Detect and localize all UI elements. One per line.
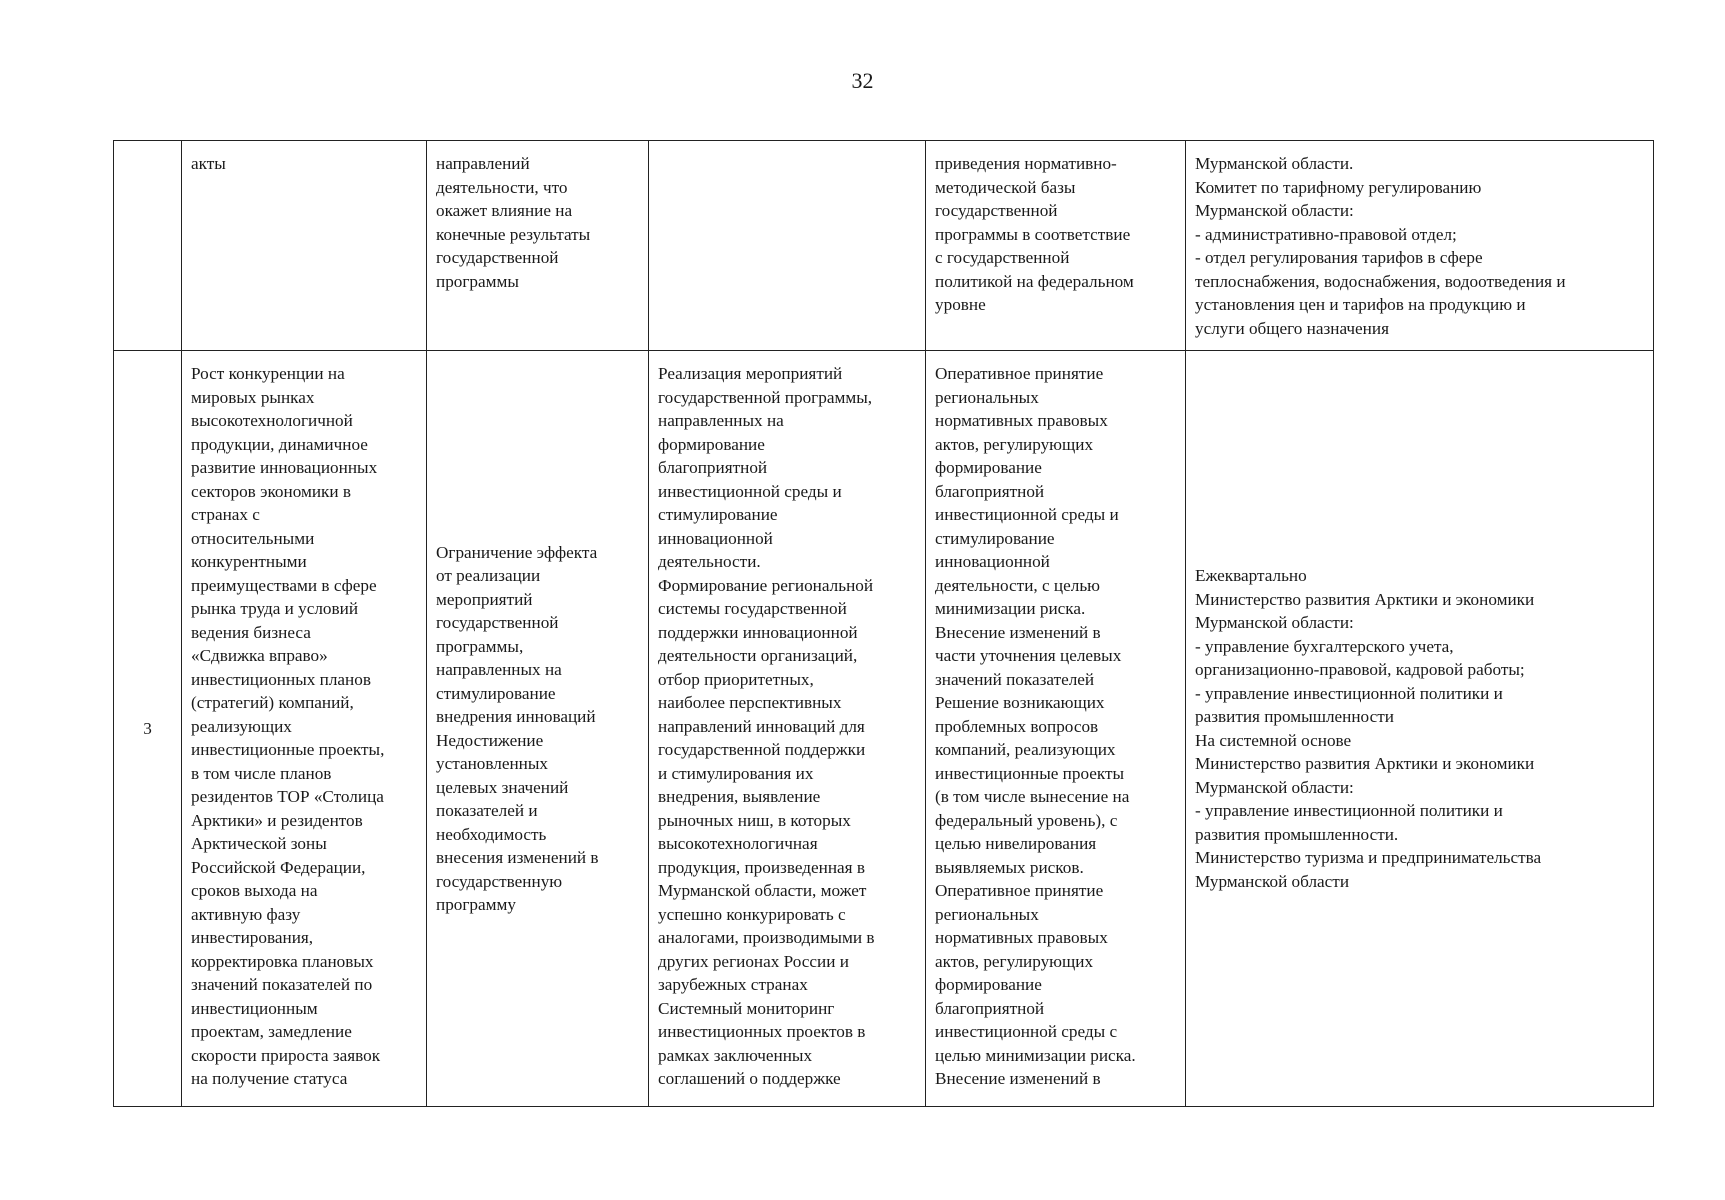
consequence-cell: Ограничение эффекта от реализации мероприятий государственной программы, направленных на стимулирование внедрения инноваций Недостижение установленных целевых значений показателей и необходимость внесения изменений в государственную программу: [427, 351, 649, 1107]
responsible-cell: Ежеквартально Министерство развития Арктики и экономики Мурманской области: - управление бухгалтерского учета, организационно-правовой, кадровой работы; - управление инвестиционной политики и развития промышленности На системной основе Министерство развития Арктики и экономики Мурманской области: - управление инвестиционной политики и развития промышленности. Министерство туризма и предпринимательства Мурманской области: [1186, 351, 1654, 1107]
mitigation-cell: Оперативное принятие региональных нормативных правовых актов, регулирующих формирование благоприятной инвестиционной среды и стимулирование инновационной деятельности, с целью минимизации риска. Внесение изменений в части уточнения целевых значений показателей Решение возникающих проблемных вопросов компаний, реализующих инвестиционные проекты (в том числе вынесение на федеральный уровень), с целью нивелирования выявляемых рисков. Оперативное принятие региональных нормативных правовых актов, регулирующих формирование благоприятной инвестиционной среды с целью минимизации риска. Внесение изменений в: [926, 351, 1186, 1107]
page-number: 32: [851, 68, 874, 93]
row-number-cell: [114, 141, 182, 351]
prevention-cell: [649, 141, 926, 351]
prevention-cell: Реализация мероприятий государственной программы, направленных на формирование благоприятной инвестиционной среды и стимулирование инновационной деятельности. Формирование региональной системы государственной поддержки инновационной деятельности организаций, отбор приоритетных, наиболее перспективных направлений инноваций для государственной поддержки и стимулирования их внедрения, выявление рыночных ниш, в которых высокотехнологичная продукция, произведенная в Мурманской области, может успешно конкурировать с аналогами, производимыми в других регионах России и зарубежных странах Системный мониторинг инвестиционных проектов в рамках заключенных соглашений о поддержке: [649, 351, 926, 1107]
consequence-cell: направлений деятельности, что окажет влияние на конечные результаты государственной программы: [427, 141, 649, 351]
risk-cell: Рост конкуренции на мировых рынках высокотехнологичной продукции, динамичное развитие инновационных секторов экономики в странах с относительными конкурентными преимуществами в сфере рынка труда и условий ведения бизнеса «Сдвижка вправо» инвестиционных планов (стратегий) компаний, реализующих инвестиционные проекты, в том числе планов резидентов ТОР «Столица Арктики» и резидентов Арктической зоны Российской Федерации, сроков выхода на активную фазу инвестирования, корректировка плановых значений показателей по инвестиционным проектам, замедление скорости прироста заявок на получение статуса: [182, 351, 427, 1107]
risk-table: [113, 140, 1654, 1107]
mitigation-cell: приведения нормативно- методической базы государственной программы в соответствие с государственной политикой на федеральном уровне: [926, 141, 1186, 351]
table-row: [114, 141, 1654, 351]
responsible-cell: Мурманской области. Комитет по тарифному регулированию Мурманской области: - административно-правовой отдел; - отдел регулирования тарифов в сфере теплоснабжения, водоснабжения, водоотведения и установления цен и тарифов на продукцию и услуги общего назначения: [1186, 141, 1654, 351]
row-number-cell: 3: [114, 351, 182, 1107]
table-row: [114, 351, 1654, 1107]
risk-cell: акты: [182, 141, 427, 351]
